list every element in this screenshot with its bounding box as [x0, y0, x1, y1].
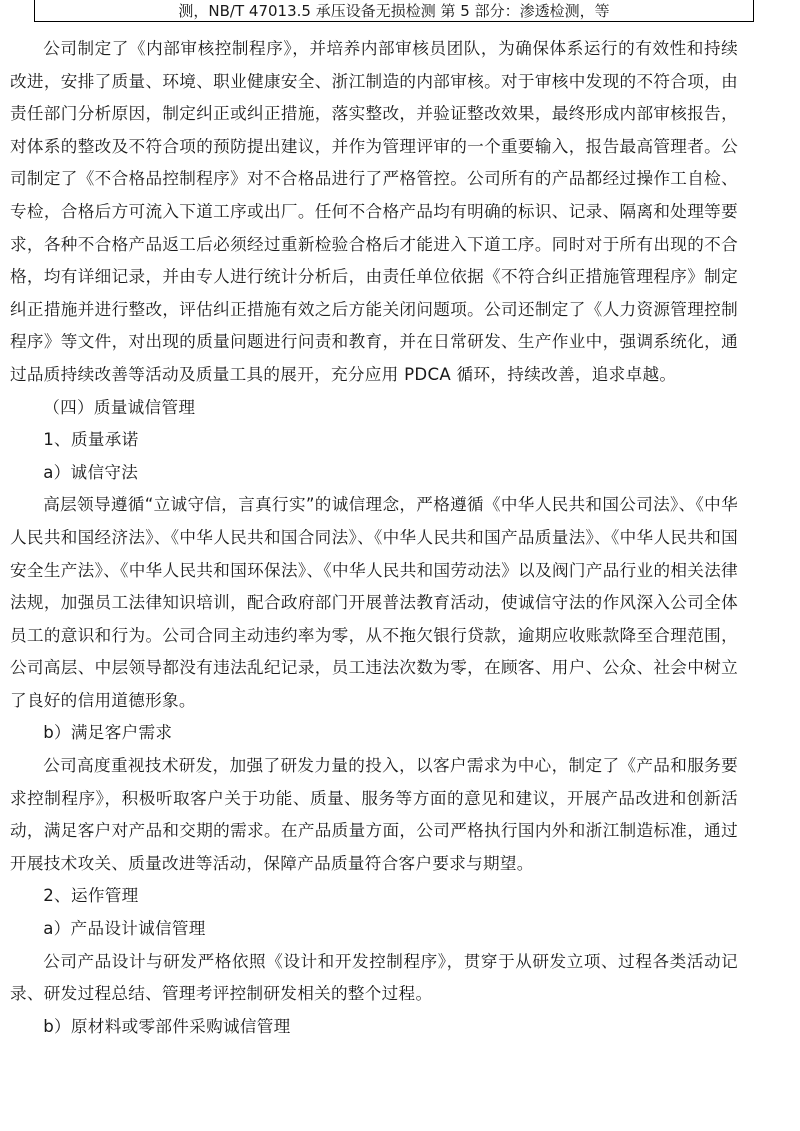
- item-heading-procurement-integrity: b）原材料或零部件采购诚信管理: [43, 1016, 291, 1036]
- section-heading-quality-integrity: （四）质量诚信管理: [43, 397, 196, 417]
- paragraph-design-integrity: 公司产品设计与研发严格依照《设计和开发控制程序》，贯穿于从研发立项、过程各类活动记录、研发过程总结、管理考评控制研发相关的整个过程。: [10, 951, 738, 1004]
- item-heading-law-abiding: a）诚信守法: [43, 462, 139, 482]
- header-fragment-box: [34, 0, 754, 22]
- paragraph-internal-audit: 公司制定了《内部审核控制程序》，并培养内部审核员团队，为确保体系运行的有效性和持续改进，安排了质量、环境、职业健康安全、浙江制造的内部审核。对于审核中发现的不符合项，由责任部门分析原因，制定纠正或纠正措施，落实整改，并验证整改效果，最终形成内部审核报告，对体系的整改及不符合项的预防提出建议，并作为管理评审的一个重要输入，报告最高管理者。公司制定了《不合格品控制程序》对不合格品进行了严格管控。公司所有的产品都经过操作工自检、专检，合格后方可流入下道工序或出厂。任何不合格产品均有明确的标识、记录、隔离和处理等要求，各种不合格产品返工后必须经过重新检验合格后才能进入下道工序。同时对于所有出现的不合格，均有详细记录，并由专人进行统计分析后，由责任单位依据《不符合纠正措施管理程序》制定纠正措施并进行整改，评估纠正措施有效之后方能关闭问题项。公司还制定了《人力资源管理控制程序》等文件，对出现的质量问题进行问责和教育，并在日常研发、生产作业中，强调系统化，通过品质持续改善等活动及质量工具的展开，充分应用 PDCA 循环，持续改善，追求卓越。: [10, 39, 738, 384]
- subheading-operation-management: 2、运作管理: [43, 886, 139, 906]
- item-heading-customer-needs: b）满足客户需求: [43, 723, 173, 743]
- paragraph-customer-needs: 公司高度重视技术研发，加强了研发力量的投入，以客户需求为中心，制定了《产品和服务要求控制程序》，积极听取客户关于功能、质量、服务等方面的意见和建议，开展产品改进和创新活动，满足客户对产品和交期的需求。在产品质量方面，公司严格执行国内外和浙江制造标准，通过开展技术攻关、质量改进等活动，保障产品质量符合客户要求与期望。: [10, 756, 738, 873]
- item-heading-design-integrity: a）产品设计诚信管理: [43, 919, 206, 939]
- header-fragment-text: 测，NB/T 47013.5 承压设备无损检测 第 5 部分：渗透检测，等: [178, 2, 610, 20]
- subheading-quality-commitment: 1、质量承诺: [43, 430, 139, 450]
- paragraph-law-abiding: 高层领导遵循“立诚守信，言真行实”的诚信理念，严格遵循《中华人民共和国公司法》、《中华人民共和国经济法》、《中华人民共和国合同法》、《中华人民共和国产品质量法》、《中华人民共和国安全生产法》、《中华人民共和国环保法》、《中华人民共和国劳动法》以及阀门产品行业的相关法律法规，加强员工法律知识培训，配合政府部门开展普法教育活动，使诚信守法的作风深入公司全体员工的意识和行为。公司合同主动违约率为零，从不拖欠银行贷款，逾期应收账款降至合理范围，公司高层、中层领导都没有违法乱纪记录，员工违法次数为零，在顾客、用户、公众、社会中树立了良好的信用道德形象。: [10, 495, 738, 710]
- document-body: [10, 33, 738, 1043]
